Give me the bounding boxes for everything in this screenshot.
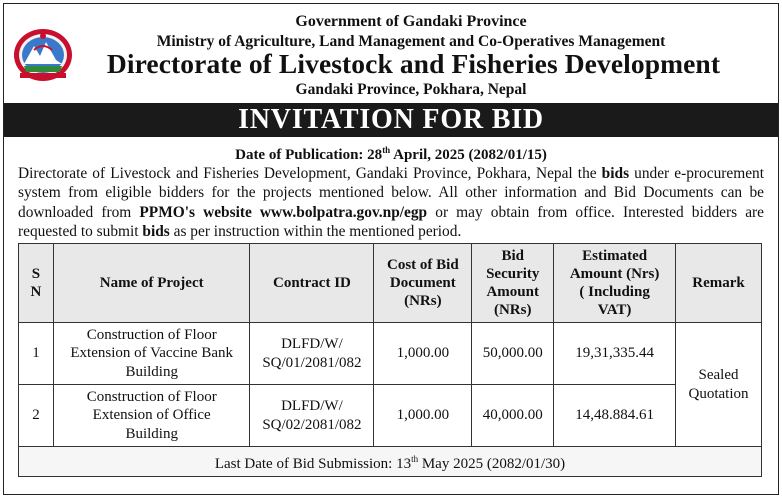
- letterhead: [0, 0, 782, 104]
- cell-estimate: 14,48.884.61: [554, 385, 676, 447]
- table-row: [19, 323, 762, 385]
- cell-contract: DLFD/W/ SQ/02/2081/082: [250, 385, 374, 447]
- header-cost: Cost of Bid Document (NRs): [374, 244, 472, 323]
- submission-deadline: Last Date of Bid Submission: 13th May 2025 (2082/01/30): [19, 447, 762, 477]
- header-security: Bid Security Amount (NRs): [472, 244, 554, 323]
- cell-cost: 1,000.00: [374, 385, 472, 447]
- office-address: Gandaki Province, Pokhara, Nepal: [295, 81, 527, 98]
- bolpatra-link[interactable]: PPMO's website www.bolpatra.gov.np/egp: [139, 203, 428, 221]
- cell-remark: Sealed Quotation: [676, 323, 762, 447]
- cell-estimate: 19,31,335.44: [554, 323, 676, 385]
- bid-table: [18, 243, 762, 477]
- submission-deadline-row: [19, 447, 762, 477]
- ministry-title: Ministry of Agriculture, Land Management and Co-Operatives Management: [156, 33, 666, 50]
- cell-sn: 1: [19, 323, 54, 385]
- intro-paragraph: Directorate of Livestock and Fisheries Development, Gandaki Province, Pokhara, Nepal the bids under e-procurement system from eligible bidders for the projects mentioned below. All other information and Bid Documents can be downloaded from PPMO's website www.bolpatra.gov.np/egp or may obtain from office. Interested bidders are requested to submit bids as per instruction within the mentioned period.: [18, 165, 765, 240]
- cell-security: 40,000.00: [472, 385, 554, 447]
- government-title: Government of Gandaki Province: [295, 13, 527, 30]
- cell-cost: 1,000.00: [374, 323, 472, 385]
- header-project: Name of Project: [53, 244, 250, 323]
- notice-banner: INVITATION FOR BID: [4, 103, 778, 137]
- header-contract: Contract ID: [250, 244, 374, 323]
- table-header-row: [19, 244, 762, 323]
- cell-project: Construction of Floor Extension of Vaccine Bank Building: [53, 323, 250, 385]
- header-sn: S N: [19, 244, 54, 323]
- table-row: [19, 385, 762, 447]
- header-estimate: Estimated Amount (Nrs) ( Including VAT): [554, 244, 676, 323]
- publication-date: Date of Publication: 28th April, 2025 (2082/01/15): [235, 145, 547, 163]
- cell-security: 50,000.00: [472, 323, 554, 385]
- cell-sn: 2: [19, 385, 54, 447]
- cell-contract: DLFD/W/ SQ/01/2081/082: [250, 323, 374, 385]
- cell-project: Construction of Floor Extension of Office Building: [53, 385, 250, 447]
- directorate-title: Directorate of Livestock and Fisheries Development: [106, 48, 721, 79]
- header-remark: Remark: [676, 244, 762, 323]
